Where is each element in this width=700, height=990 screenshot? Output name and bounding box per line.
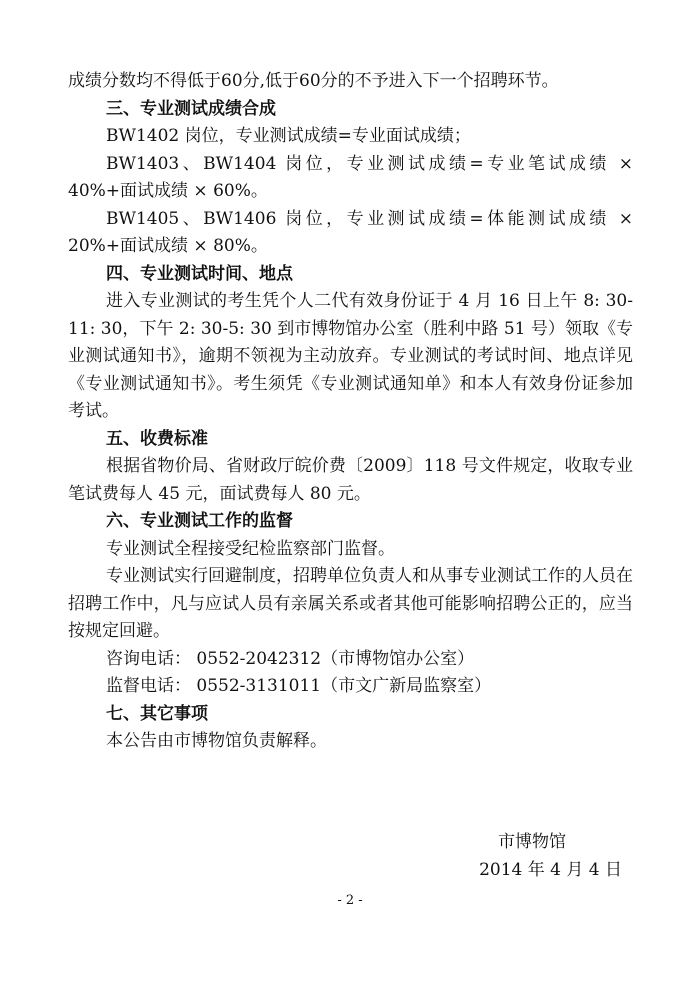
paragraph-score-threshold: 成绩分数均不得低于60分,低于60分的不予进入下一个招聘环节。 <box>68 71 559 91</box>
paragraph-bw1405-1406: BW1405、BW1406 岗位，专业测试成绩=体能测试成绩 × 20%+面试成绩 × 80%。 <box>68 208 633 256</box>
paragraph-bw1402: BW1402 岗位，专业测试成绩=专业面试成绩； <box>106 126 471 146</box>
section-heading-4: 四、专业测试时间、地点 <box>106 263 293 284</box>
paragraph-consult-phone: 咨询电话： 0552-2042312（市博物馆办公室） <box>106 648 475 669</box>
paragraph-recusal: 专业测试实行回避制度，招聘单位负责人和从事专业测试工作的人员在招聘工作中，凡与应试人员有亲属关系或者其他可能影响招聘公正的，应当按规定回避。 <box>68 566 633 641</box>
section-heading-7: 七、其它事项 <box>106 703 208 724</box>
paragraph-interpretation: 本公告由市博物馆负责解释。 <box>106 731 327 751</box>
section-heading-6: 六、专业测试工作的监督 <box>106 511 293 531</box>
section-heading-3: 三、专业测试成绩合成 <box>106 98 276 119</box>
document-body <box>68 68 633 756</box>
signature-date: 2014 年 4 月 4 日 <box>479 860 622 880</box>
paragraph-supervision: 专业测试全程接受纪检监察部门监督。 <box>106 538 395 559</box>
paragraph-test-time-place: 进入专业测试的考生凭个人二代有效身份证于 4 月 16 日上午 8: 30-11: 30，下午 2: 30-5: 30 到市博物馆办公室（胜利中路 51 号）领取《专业测试通知书》，逾期不领视为主动放弃。专业测试的考试时间、地点详见《专业测试通知书》。考生须凭《专业测试通知单》和本人有效身份证参加考试。 <box>68 291 633 421</box>
paragraph-bw1403-1404: BW1403、BW1404 岗位，专业测试成绩=专业笔试成绩 × 40%+面试成绩 × 60%。 <box>68 153 633 201</box>
section-heading-5: 五、收费标准 <box>106 428 208 449</box>
signature-organization: 市博物馆 <box>498 832 566 852</box>
signature-block <box>479 828 622 884</box>
paragraph-fees: 根据省物价局、省财政厅皖价费〔2009〕118 号文件规定，收取专业笔试费每人 45 元，面试费每人 80 元。 <box>68 456 633 504</box>
page-number: - 2 - <box>337 893 363 908</box>
paragraph-supervise-phone: 监督电话： 0552-3131011（市文广新局监察室） <box>106 676 492 696</box>
